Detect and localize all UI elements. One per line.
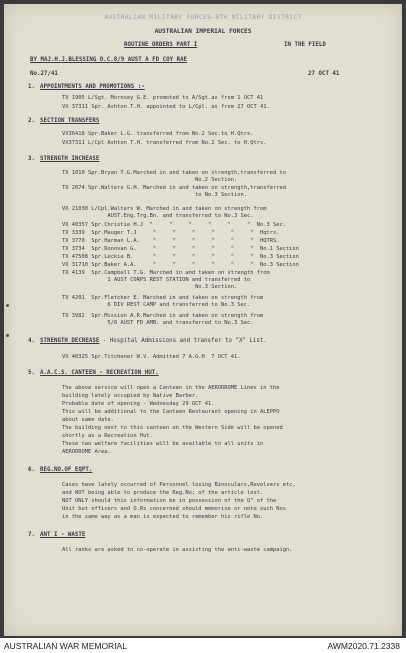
section-line: Cases have lately occurred of Personnel losing Binoculars,Revolvers etc, xyxy=(62,482,296,488)
section-4-heading: 4. STRENGTH DECREASE - Hospital Admissions and transfer to "X" List. xyxy=(28,338,267,344)
section-line: VX37311 L/Cpl Ashton T.H. transferred from No.2 Sec. to H.Qtrs. xyxy=(62,140,267,146)
section-5-heading: 5. A.A.C.S. CANTEEN - RECREATION HUT. xyxy=(28,370,159,376)
force-heading: AUSTRALIAN IMPERIAL FORCES xyxy=(154,28,252,35)
section-line: TX 3982 Spr.Mission A.R.Marched in and taken on strength from xyxy=(62,313,264,319)
section-line: to No.3 Section. xyxy=(62,192,247,198)
section-line: TX 3339 Spr.Mauger T.J " " " " " " Hqtrs. xyxy=(62,230,280,236)
section-line: This will be additional to the Canteen Restaurant opening in ALEPPO xyxy=(62,409,280,415)
section-line: VX 21030 L/Cpl.Walters W. Marched in and taken on strength from xyxy=(62,206,267,212)
section-2-heading: 2. SECTION TRANSFERS xyxy=(28,118,100,124)
section-line: building lately occupied by Native Barber. xyxy=(62,393,199,399)
section-line: No.2 Section. xyxy=(62,177,238,183)
section-line: VX 37311 Spr. Ashton T.H. appointed to L/Cpl. as from 27 OCT 41. xyxy=(62,104,270,110)
section-6-heading: 6. REG.NO.OF EQPT. xyxy=(28,467,93,473)
section-line: in the same way as a man is expected to remember his rifle No. xyxy=(62,514,264,520)
section-line: 1 AUST CORPS REST STATION and transferred to xyxy=(62,277,251,283)
section-line: VX 40357 Spr.Christie H.J " " " " " " No.3 Sec. xyxy=(62,222,286,228)
section-line: No.3 Section. xyxy=(62,284,238,290)
section-line: shortly as a Recreation Hut. xyxy=(62,433,153,439)
footer-accession-number: AWM2020.71.2338 xyxy=(327,641,400,651)
issuing-officer-line: BY MAJ.H.J.BLESSING O.C.8/9 AUST A FD COY RAE xyxy=(30,57,188,63)
section-line: TX 47508 Spr.Leckie B. " " " " " " No.3 Section xyxy=(62,254,299,260)
punch-hole xyxy=(6,304,9,307)
section-line: Probable date of opening - Wednesday 29 OCT 41. xyxy=(62,401,215,407)
section-line: The above service will open a Canteen in the AERODROME Lines in the xyxy=(62,385,280,391)
section-line: TX 3734 Spr.Donovan G. " " " " " " No.1 Section xyxy=(62,246,299,252)
section-line: 5/8 AUST FD AMB. and transferred to No.3 Sec. xyxy=(62,320,254,326)
section-line: Unit but officers and O.Rs concerned should memorise or note such Nos xyxy=(62,506,286,512)
section-line: VX36418 Spr.Baker L.G. transferred from No.2 Sec.to H.Qtrs. xyxy=(62,131,254,137)
section-line: VX 40325 Spr.Titchener W.V. Admitted 7 A.G.H 7 OCT 41. xyxy=(62,354,241,360)
orders-title: ROUTINE ORDERS PART I xyxy=(124,42,198,48)
section-line: TX 2074 Spr.Walters G.H. Marched in and taken on strength,transferred xyxy=(62,185,286,191)
section-line: AERODROME Area. xyxy=(62,449,111,455)
section-line: The building next to this canteen on the Western Side will be opened xyxy=(62,425,283,431)
section-1-heading: 1. APPOINTMENTS AND PROMOTIONS :- xyxy=(28,84,145,90)
section-line: 6 DIV REST CAMP and transferred to No.3 Sec. xyxy=(62,302,251,308)
section-3-heading: 3. STRENGTH INCREASE xyxy=(28,156,100,162)
section-line: NOT ONLY should this information be in possession of the Q" of the xyxy=(62,498,277,504)
section-line: about same date. xyxy=(62,417,114,423)
section-7-heading: 7. ANT I - WASTE xyxy=(28,532,86,538)
footer-institution: AUSTRALIAN WAR MEMORIAL xyxy=(4,641,127,651)
header-stamp: AUSTRALIAN MILITARY FORCES—8TH MILITARY DISTRICT xyxy=(104,14,302,21)
punch-hole xyxy=(6,334,9,337)
section-line: TX 1010 Spr.Bryan T.G.Marched in and taken on strength,transferred to xyxy=(62,170,286,176)
section-line: All ranks are asked to co-operate in assisting the anti-waste campaign. xyxy=(62,547,293,553)
section-line: TX 4139 Spr.Campbell T.G. Marched in and taken on strength from xyxy=(62,270,270,276)
archive-footer xyxy=(0,638,406,653)
section-line: TX 4201 Spr.Fletcher E. Marched in and taken on strength from xyxy=(62,295,264,301)
section-line: TX 1905 L/Sgt. Mornsey G.E. promoted to A/Sgt.as from 1 OCT 41 xyxy=(62,95,264,101)
section-line: AUST.Eng.Trg.Bn. and transferred to No.3 Sec. xyxy=(62,213,254,219)
in-field-label: IN THE FIELD xyxy=(284,42,326,48)
section-line: These two welfare facilities will be available to all units in xyxy=(62,441,264,447)
section-line: and NOT being able to produce the Reg.No; of the article lost. xyxy=(62,490,264,496)
document-page xyxy=(4,4,402,636)
order-date: 27 OCT 41 xyxy=(308,71,340,77)
section-line: VX 31710 Spr.Baker A.A. " " " " " " No.3 Section xyxy=(62,262,299,268)
order-number: No.27/41 xyxy=(30,71,58,77)
section-line: TX 3770 Spr.Harman L.A. " " " " " " HQTRS. xyxy=(62,238,280,244)
